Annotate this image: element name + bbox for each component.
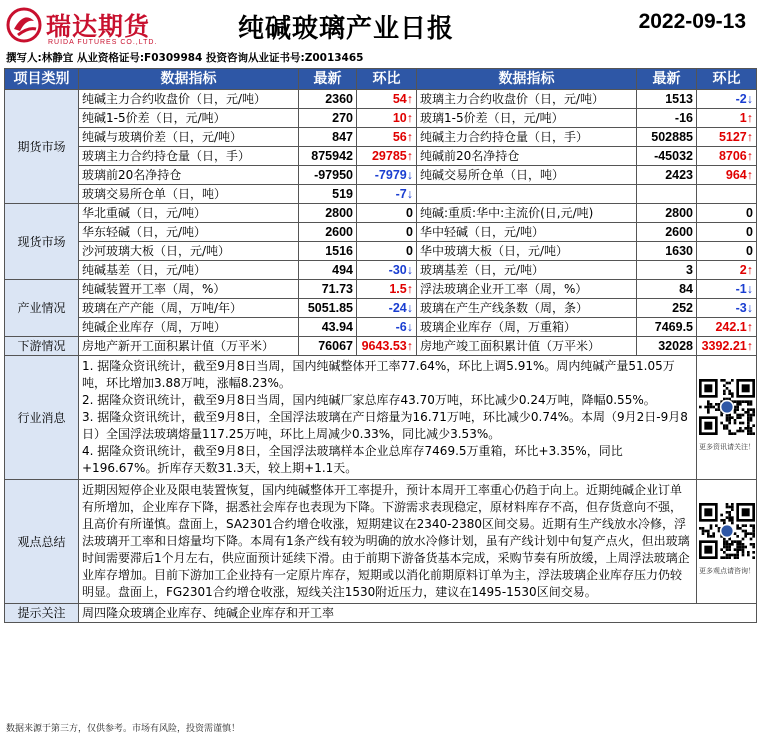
news-row (5, 356, 757, 480)
change-value: -7979↓ (357, 166, 417, 185)
indicator-name (417, 185, 637, 204)
latest-value: -97950 (299, 166, 357, 185)
logo-chinese-name: 瑞达期货 (46, 12, 151, 41)
indicator-name: 华中玻璃大板（日，元/吨） (417, 242, 637, 261)
logo-english-name: RUIDA FUTURES CO.,LTD. (48, 39, 158, 46)
header-category: 项目类别 (5, 69, 79, 90)
latest-value: 3 (637, 261, 697, 280)
indicator-name: 纯碱交易所仓单（日，吨） (417, 166, 637, 185)
latest-value: 7469.5 (637, 318, 697, 337)
change-value: -7↓ (357, 185, 417, 204)
latest-value: 847 (299, 128, 357, 147)
change-value: 3392.21↑ (697, 337, 757, 356)
header-latest-2: 最新 (637, 69, 697, 90)
section-tips: 提示关注 (5, 604, 79, 623)
qr-cell-1 (697, 356, 757, 480)
news-content (79, 356, 697, 480)
latest-value: 2600 (637, 223, 697, 242)
header-change-2: 环比 (697, 69, 757, 90)
change-value: 1.5↑ (357, 280, 417, 299)
author-line: 撰写人:林静宜 从业资格证号:F0309984 投资咨询从业证书号:Z0013465 (6, 52, 364, 64)
change-value: 8706↑ (697, 147, 757, 166)
section-downstream: 下游情况 (5, 337, 79, 356)
latest-value: 32028 (637, 337, 697, 356)
change-value: 0 (697, 204, 757, 223)
change-value: -6↓ (357, 318, 417, 337)
indicator-name: 华中轻碱（日，元/吨） (417, 223, 637, 242)
latest-value: 1630 (637, 242, 697, 261)
qr-cell-2 (697, 480, 757, 604)
table-row (5, 166, 757, 185)
latest-value: 1516 (299, 242, 357, 261)
indicator-name: 房地产竣工面积累计值（万平米） (417, 337, 637, 356)
change-value: 0 (357, 204, 417, 223)
change-value: 1↑ (697, 109, 757, 128)
change-value: 10↑ (357, 109, 417, 128)
view-content: 近期因短停企业及限电装置恢复，国内纯碱整体开工率提升，预计本周开工率重心仍趋于向上。近期纯碱企业订单有所增加，企业库存下降，据悉社会库存也表现为下降。下游需求表现稳定，原材料库存不高，但存货意向不强，且高价有所谨慎。盘面上，SA2301合约增仓收涨，短期建议在2340-2380区间交易。近期有生产线放水冷修，浮法玻璃开工率和日熔量均下降。本周有1条产线有较为明确的放水冷修计划，虽有产线计划中旬复产点火，但出玻璃时间需要滞后1个月左右，供应面预计延续下滑。由于前期下游备货基本完成，采购节奏有所放缓，上周浮法玻璃企业库存增加。目前下游加工企业持有一定原片库存，短期或以消化前期原料订单为主，浮法玻璃企业库存压力仍较明显。盘面上，FG2301合约增仓收涨，短线关注1530附近压力，建议在1495-1530区间交易。 (79, 480, 697, 604)
indicator-name: 浮法玻璃企业开工率（周，%） (417, 280, 637, 299)
section-futures: 期货市场 (5, 90, 79, 204)
change-value: -24↓ (357, 299, 417, 318)
table-row (5, 337, 757, 356)
change-value (697, 185, 757, 204)
section-news: 行业消息 (5, 356, 79, 480)
change-value: 54↑ (357, 90, 417, 109)
latest-value (637, 185, 697, 204)
indicator-name: 玻璃1-5价差（日，元/吨） (417, 109, 637, 128)
table-row (5, 204, 757, 223)
change-value: 29785↑ (357, 147, 417, 166)
change-value: 0 (357, 242, 417, 261)
indicator-name: 纯碱:重质:华中:主流价(日,元/吨) (417, 204, 637, 223)
indicator-name: 纯碱企业库存（周，万吨） (79, 318, 299, 337)
latest-value: 71.73 (299, 280, 357, 299)
latest-value: 2423 (637, 166, 697, 185)
table-row (5, 90, 757, 109)
header-indicator: 数据指标 (79, 69, 299, 90)
indicator-name: 纯碱与玻璃价差（日，元/吨） (79, 128, 299, 147)
qr-caption: 更多资讯请关注！ (699, 443, 755, 451)
section-industry: 产业情况 (5, 280, 79, 337)
change-value: 242.1↑ (697, 318, 757, 337)
section-spot: 现货市场 (5, 204, 79, 280)
latest-value: 2600 (299, 223, 357, 242)
table-row (5, 128, 757, 147)
change-value: -2↓ (697, 90, 757, 109)
section-view: 观点总结 (5, 480, 79, 604)
news-item: 4. 据隆众资讯统计，截至9月8日，全国浮法玻璃样本企业总库存7469.5万重箱，环比+3.35%，同比+196.67%。折库存天数31.3天，较上期+1.1天。 (82, 444, 623, 475)
indicator-name: 纯碱基差（日，元/吨） (79, 261, 299, 280)
table-row (5, 147, 757, 166)
indicator-name: 纯碱主力合约收盘价（日，元/吨） (79, 90, 299, 109)
change-value: 0 (697, 223, 757, 242)
table-row (5, 318, 757, 337)
table-row (5, 185, 757, 204)
change-value: -1↓ (697, 280, 757, 299)
change-value: 0 (357, 223, 417, 242)
indicator-name: 华北重碱（日，元/吨） (79, 204, 299, 223)
news-item: 2. 据隆众资讯统计，截至9月8日当周，国内纯碱厂家总库存43.70万吨，环比减少0.24万吨，降幅0.55%。 (82, 393, 656, 407)
qr-code-icon[interactable] (699, 503, 755, 559)
change-value: 56↑ (357, 128, 417, 147)
indicator-name: 沙河玻璃大板（日，元/吨） (79, 242, 299, 261)
report-title: 纯碱玻璃产业日报 (238, 14, 455, 44)
table-row (5, 280, 757, 299)
change-value: 964↑ (697, 166, 757, 185)
indicator-name: 纯碱装置开工率（周，%） (79, 280, 299, 299)
latest-value: 502885 (637, 128, 697, 147)
latest-value: 252 (637, 299, 697, 318)
table-row (5, 109, 757, 128)
qr-code-icon[interactable] (699, 379, 755, 435)
indicator-name: 玻璃主力合约持仓量（日，手） (79, 147, 299, 166)
indicator-name: 玻璃企业库存（周，万重箱） (417, 318, 637, 337)
indicator-name: 玻璃交易所仓单（日，吨） (79, 185, 299, 204)
view-row (5, 480, 757, 604)
indicator-name: 纯碱前20名净持仓 (417, 147, 637, 166)
table-row (5, 261, 757, 280)
indicator-name: 纯碱1-5价差（日，元/吨） (79, 109, 299, 128)
latest-value: 2800 (299, 204, 357, 223)
indicator-name: 玻璃主力合约收盘价（日，元/吨） (417, 90, 637, 109)
latest-value: 43.94 (299, 318, 357, 337)
header-latest: 最新 (299, 69, 357, 90)
indicator-name: 玻璃在产产能（周，万吨/年） (79, 299, 299, 318)
indicator-name: 玻璃前20名净持仓 (79, 166, 299, 185)
daily-report-table (4, 68, 757, 623)
indicator-name: 房地产新开工面积累计值（万平米） (79, 337, 299, 356)
latest-value: 1513 (637, 90, 697, 109)
latest-value: 2800 (637, 204, 697, 223)
qr-caption: 更多观点请咨询！ (699, 567, 755, 575)
change-value: 5127↑ (697, 128, 757, 147)
tips-content: 周四隆众玻璃企业库存、纯碱企业库存和开工率 (79, 604, 757, 623)
company-logo (6, 5, 158, 51)
change-value: -3↓ (697, 299, 757, 318)
change-value: 0 (697, 242, 757, 261)
latest-value: 519 (299, 185, 357, 204)
latest-value: 2360 (299, 90, 357, 109)
table-row (5, 299, 757, 318)
latest-value: 84 (637, 280, 697, 299)
disclaimer-footer: 数据来源于第三方，仅供参考。市场有风险，投资需谨慎！ (6, 724, 241, 734)
news-item: 1. 据隆众资讯统计，截至9月8日当周，国内纯碱整体开工率77.64%，环比上调5.91%。周内纯碱产量51.05万吨，环比增加3.88万吨，涨幅8.23%。 (82, 359, 675, 390)
change-value: -30↓ (357, 261, 417, 280)
ruida-logo-icon (6, 7, 42, 43)
latest-value: -16 (637, 109, 697, 128)
indicator-name: 华东轻碱（日，元/吨） (79, 223, 299, 242)
tips-row (5, 604, 757, 623)
latest-value: 494 (299, 261, 357, 280)
report-header (0, 0, 760, 66)
indicator-name: 玻璃基差（日，元/吨） (417, 261, 637, 280)
change-value: 2↑ (697, 261, 757, 280)
change-value: 9643.53↑ (357, 337, 417, 356)
latest-value: 76067 (299, 337, 357, 356)
indicator-name: 纯碱主力合约持仓量（日，手） (417, 128, 637, 147)
table-row (5, 223, 757, 242)
latest-value: 270 (299, 109, 357, 128)
news-item: 3. 据隆众资讯统计，截至9月8日，全国浮法玻璃在产日熔量为16.71万吨，环比减少0.74%。本周（9月2日-9月8日）全国浮法玻璃熔量117.25万吨，环比上周减少0.33%，同比减少3.53%。 (82, 410, 688, 441)
latest-value: -45032 (637, 147, 697, 166)
report-date: 2022-09-13 (638, 10, 746, 33)
header-change: 环比 (357, 69, 417, 90)
table-header-row (5, 69, 757, 90)
latest-value: 5051.85 (299, 299, 357, 318)
table-row (5, 242, 757, 261)
indicator-name: 玻璃在产生产线条数（周，条） (417, 299, 637, 318)
header-indicator-2: 数据指标 (417, 69, 637, 90)
latest-value: 875942 (299, 147, 357, 166)
